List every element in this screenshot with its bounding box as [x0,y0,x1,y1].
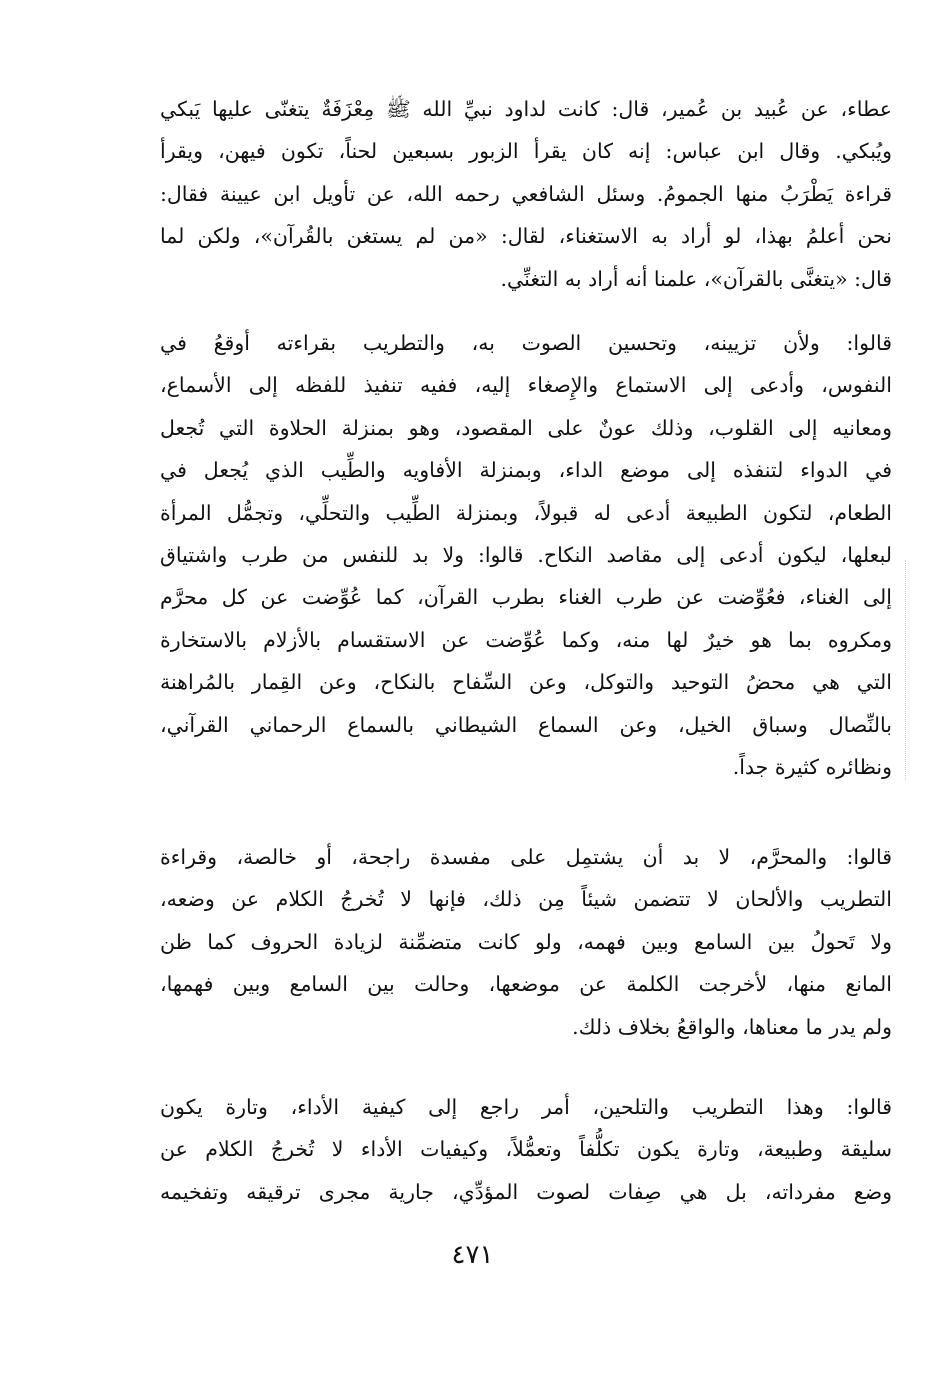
text-line: قراءة يَطْرَبُ منها الجمومُ. وسئل الشافعي رحمه الله، عن تأويل ابن عيينة فقال: [160,181,892,206]
text-line: النفوس، وأدعى إلى الاستماع والإِصغاء إليه، ففيه تنفيذ للفظه إلى الأسماع، [160,373,892,398]
text-line: ومعانيه إلى القلوب، وذلك عونٌ على المقصود، وهو بمنزلة الحلاوة التي تُجعل [160,415,892,440]
margin-rule [905,560,907,780]
text-line: قالوا: وهذا التطريب والتلحين، أمر راجع إلى كيفية الأداء، وتارة يكون [160,1095,892,1119]
text-line: عطاء، عن عُبيد بن عُمير، قال: كانت لداود نبيِّ الله ﷺ مِعْزَفَةٌ يتغنّى عليها يَبكي [160,97,892,121]
text-line: ومكروه بما هو خيرٌ لها منه، وكما عُوِّضت عن الاستقسام بالأزلام بالاستخارة [160,627,892,652]
paragraph-2 [160,322,892,788]
text-line: ونظائره كثيرة جداً. [732,754,892,779]
paragraph-4 [160,1086,892,1213]
text-line: في الدواء لتنفذه إلى موضع الداء، وبمنزلة الأفاويه والطِّيب الذي يُجعل في [160,458,892,483]
text-line: إلى الغناء، فعُوِّضت عن طرب الغناء بطرب القرآن، كما عُوِّضت عن كل محرَّم [160,585,892,610]
text-line: المانع منها، لأخرجت الكلمة عن موضعها، وحالت بين السامع وبين فهمها، [160,972,892,997]
text-line: وضع مفرداته، بل هي صِفات لصوت المؤدِّي، جارية مجرى ترقيقه وتفخيمه [160,1179,892,1204]
page-number: ٤٧١ [451,1240,494,1270]
text-line: نحن أعلمُ بهذا، لو أراد به الاستغناء، لقال: «من لم يستغن بالقُرآن»، ولكن لما [160,224,892,249]
text-line: ولا تَحولُ بين السامع وبين فهمه، ولو كانت متضمِّنة لزيادة الحروف كما ظن [160,929,892,954]
text-line: بالنِّصال وسباق الخيل، وعن السماع الشيطاني بالسماع الرحماني القرآني، [160,712,892,737]
text-line: لبعلها، ليكون أدعى إلى مقاصد النكاح. قالوا: ولا بد للنفس من طرب واشتياق [160,542,892,567]
text-line: قال: «يتغنَّى بالقرآن»، علمنا أنه أراد به التغنِّي. [500,266,892,291]
text-line: ولم يدر ما معناها، والواقعُ بخلاف ذلك. [572,1014,892,1039]
text-line: قالوا: ولأن تزيينه، وتحسين الصوت به، والتطريب بقراءته أوقعُ في [160,331,892,355]
text-line: الطعام، لتكون الطبيعة أدعى له قبولاً، وبمنزلة الطِّيب والتحلِّي، وتجمُّل المرأة [160,500,892,525]
text-line: التي هي محضُ التوحيد والتوكل، وعن السِّفاح بالنكاح، وعن القِمار بالمُراهنة [160,670,892,695]
paragraph-3 [160,836,892,1048]
paragraph-1 [160,88,892,300]
text-line: قالوا: والمحرَّم، لا بد أن يشتمِل على مفسدة راجحة، أو خالصة، وقراءة [160,845,892,869]
text-line: التطريب والألحان لا تتضمن شيئاً مِن ذلك، فإنها لا تُخرجُ الكلام عن وضعه، [160,887,892,912]
text-line: سليقة وطبيعة، وتارة يكون تكلُّفاً وتعمُّلاً، وكيفيات الأداء لا تُخرجُ الكلام عن [160,1137,892,1162]
text-line: ويُبكي. وقال ابن عباس: إنه كان يقرأ الزبور بسبعين لحناً، تكون فيهن، ويقرأ [160,139,892,164]
